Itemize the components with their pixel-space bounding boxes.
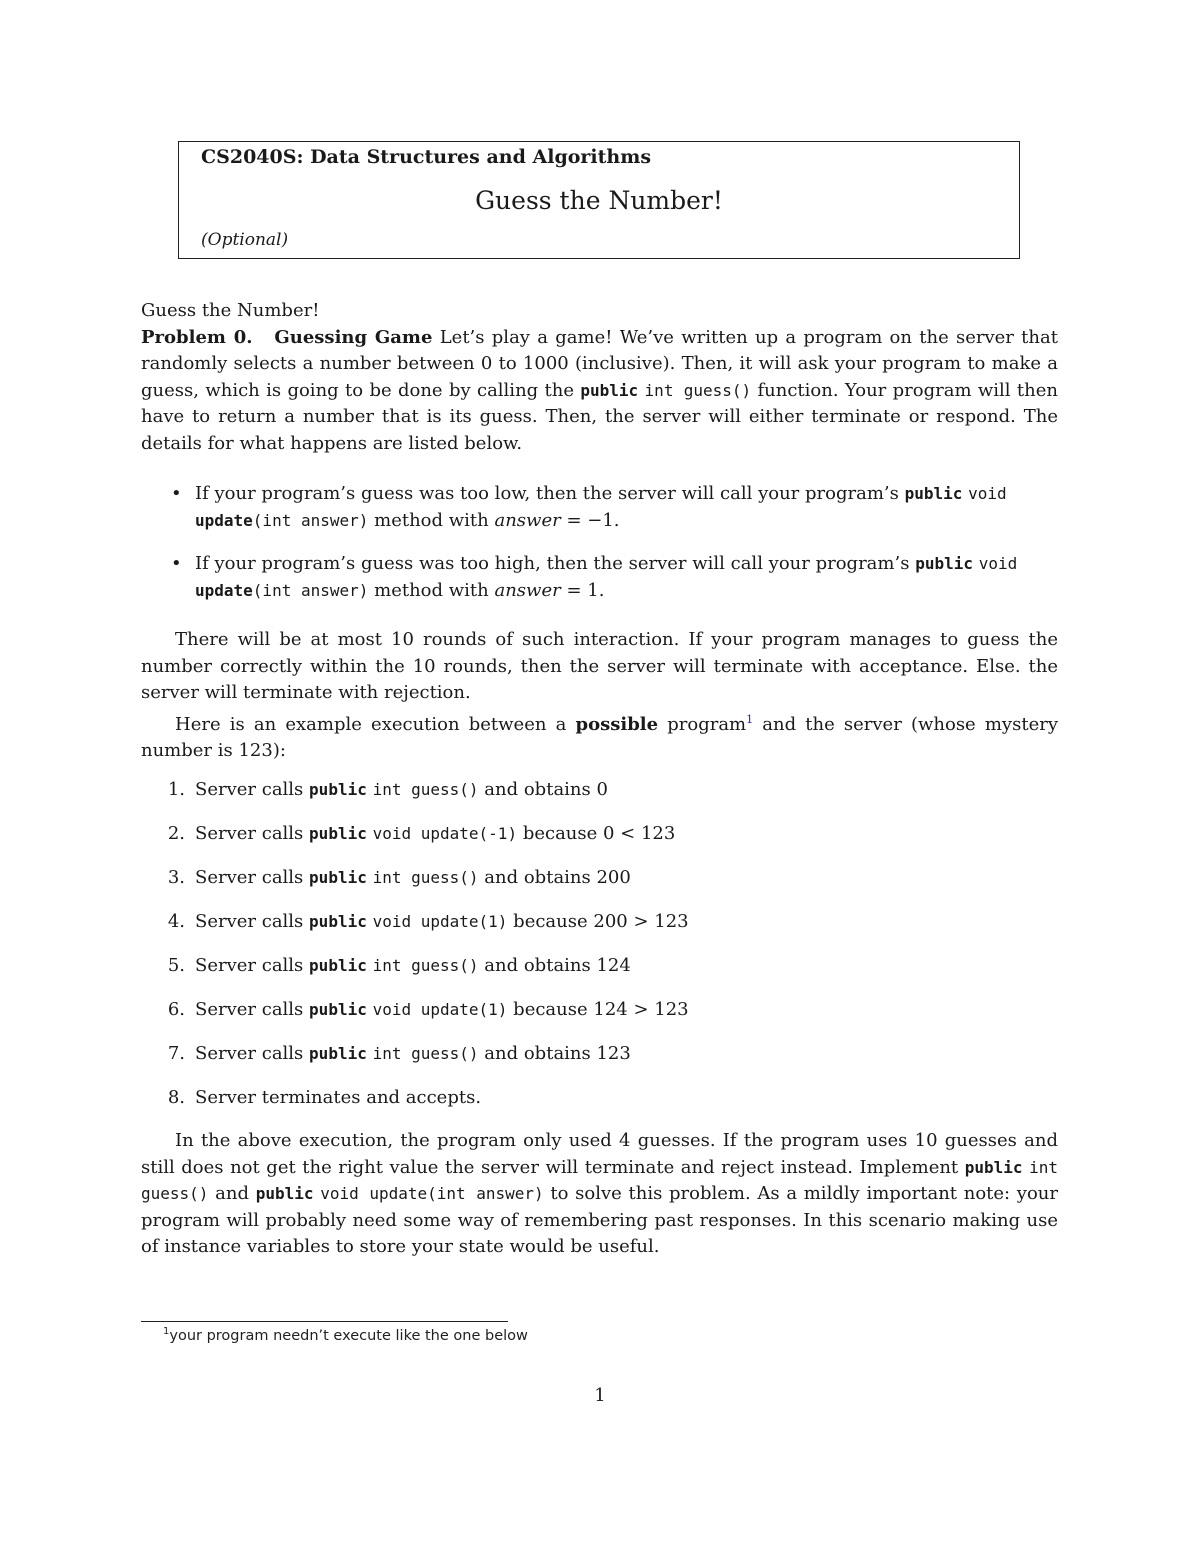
step-code: void update(-1) [372, 824, 518, 843]
closing-section [141, 1128, 1058, 1261]
code-void: void [968, 484, 1007, 503]
list-item [141, 953, 1058, 997]
closing-text-1: In the above execution, the program only used 4 guesses. If the program uses 10 guesses and still does not get the right value the server will terminate and reject instead. Implement [141, 1130, 1058, 1178]
list-item [141, 865, 1058, 909]
closing-paragraph [141, 1128, 1058, 1261]
step-code: int guess() [372, 1044, 479, 1063]
step-text: Server terminates and accepts. [195, 1087, 482, 1108]
step-text: Server calls [195, 1043, 304, 1064]
footnote-marker[interactable]: 1 [746, 712, 754, 726]
list-item [141, 777, 1058, 821]
step-result: and obtains 0 [484, 779, 608, 800]
step-result: and obtains 200 [484, 867, 631, 888]
section-title: Guess the Number! [141, 300, 320, 321]
code-keyword: public [255, 1184, 314, 1203]
list-item [141, 821, 1058, 865]
code-guess: int guess() [644, 380, 752, 400]
step-code: void update(1) [372, 912, 508, 931]
step-result: and obtains 124 [484, 955, 631, 976]
math-variable: answer [494, 509, 561, 531]
code-args: (int answer) [252, 510, 369, 530]
code-keyword: public [309, 912, 367, 931]
bullet-dot-icon: • [171, 553, 182, 574]
step-number: 8. [167, 1087, 185, 1108]
code-guess: int guess() [141, 1157, 1058, 1203]
code-void: void [978, 554, 1018, 573]
problem-section [141, 298, 1058, 457]
list-item [141, 1085, 1058, 1129]
document-title: Guess the Number! [475, 186, 723, 215]
code-keyword: public [904, 484, 963, 503]
bullet-text: If your program’s guess was too low, then the server will call your program’s [195, 483, 899, 504]
step-result: because 200 > 123 [513, 911, 689, 932]
code-keyword: public [309, 780, 367, 799]
rounds-section [141, 627, 1058, 765]
step-result: because 124 > 123 [513, 999, 689, 1020]
course-title: CS2040S: Data Structures and Algorithms [201, 146, 652, 168]
list-item [141, 1041, 1058, 1085]
step-result: and obtains 123 [484, 1043, 631, 1064]
step-code: int guess() [372, 868, 479, 887]
step-text: Server calls [195, 955, 304, 976]
code-keyword: public [964, 1157, 1023, 1177]
code-keyword: public [915, 554, 973, 573]
footnote-rule [141, 1321, 508, 1322]
code-keyword: public [309, 956, 367, 975]
step-number: 3. [167, 867, 185, 888]
problem-label: Problem 0. [141, 326, 253, 348]
step-number: 6. [167, 999, 185, 1020]
example-intro-after: and the server (whose mystery number is 123): [141, 713, 1058, 761]
code-update: update [195, 580, 253, 600]
code-update: void update(int answer) [320, 1184, 544, 1203]
step-text: Server calls [195, 911, 304, 932]
step-code: int guess() [372, 956, 479, 975]
bullet-mid-text: method with [374, 579, 489, 601]
list-item [141, 551, 1058, 604]
example-intro-mid: program [667, 713, 747, 735]
step-number: 2. [167, 823, 185, 844]
step-code: int guess() [372, 780, 479, 799]
step-text: Server calls [195, 823, 304, 844]
code-keyword: public [580, 380, 639, 400]
footnote-text: your program needn’t execute like the one below [169, 1327, 528, 1344]
code-args: (int answer) [252, 580, 369, 600]
step-number: 5. [167, 955, 185, 976]
list-item [141, 997, 1058, 1041]
response-rules-list [141, 481, 1058, 621]
step-text: Server calls [195, 999, 304, 1020]
step-number: 7. [167, 1043, 185, 1064]
bullet-dot-icon: • [171, 483, 182, 504]
footnote [163, 1326, 528, 1344]
header-box [178, 141, 1020, 259]
math-equation: = −1. [566, 509, 620, 531]
problem-intro-1: Let’s play a game! We’ve written up a program on the server that randomly selects a number between 0 to 1000 (inclusive). Then, it will ask your program to make a guess, which is going to be done by calling the [141, 326, 1058, 401]
step-text: Server calls [195, 867, 304, 888]
code-keyword: public [309, 824, 367, 843]
example-intro-strong: possible [575, 713, 659, 735]
footnote-number: 1 [163, 1326, 170, 1337]
code-keyword: public [309, 1044, 367, 1063]
page-number: 1 [594, 1385, 606, 1406]
math-variable: answer [494, 579, 561, 601]
example-intro-paragraph [141, 707, 1058, 765]
step-result: because 0 < 123 [522, 823, 676, 844]
rounds-paragraph: There will be at most 10 rounds of such interaction. If your program manages to guess the number correctly within the 10 rounds, then the server will terminate with acceptance. Else. the server will terminate with rejection. [141, 629, 1058, 703]
problem-intro-2: function. Your program will then have to return a number that is its guess. Then, the server will either terminate or respond. The details for what happens are listed below. [141, 379, 1058, 454]
math-equation: = 1. [566, 579, 605, 601]
closing-and: and [215, 1183, 249, 1204]
list-item [141, 909, 1058, 953]
step-text: Server calls [195, 779, 304, 800]
step-code: void update(1) [372, 1000, 508, 1019]
problem-name: Guessing Game [274, 326, 433, 348]
bullet-mid-text: method with [374, 509, 489, 531]
closing-text-2: to solve this problem. As a mildly important note: your program will probably need some way of remembering past responses. In this scenario making use of instance variables to store your state would be useful. [141, 1183, 1059, 1257]
step-number: 1. [167, 779, 185, 800]
code-keyword: public [309, 1000, 367, 1019]
code-update: update [195, 510, 253, 530]
code-keyword: public [309, 868, 367, 887]
list-item [141, 481, 1058, 534]
document-subtitle: (Optional) [201, 230, 289, 250]
example-steps-list [141, 777, 1058, 1129]
problem-paragraph [141, 325, 1058, 458]
bullet-text: If your program’s guess was too high, then the server will call your program’s [195, 553, 910, 574]
example-intro-before: Here is an example execution between a [175, 713, 567, 735]
step-number: 4. [167, 911, 185, 932]
